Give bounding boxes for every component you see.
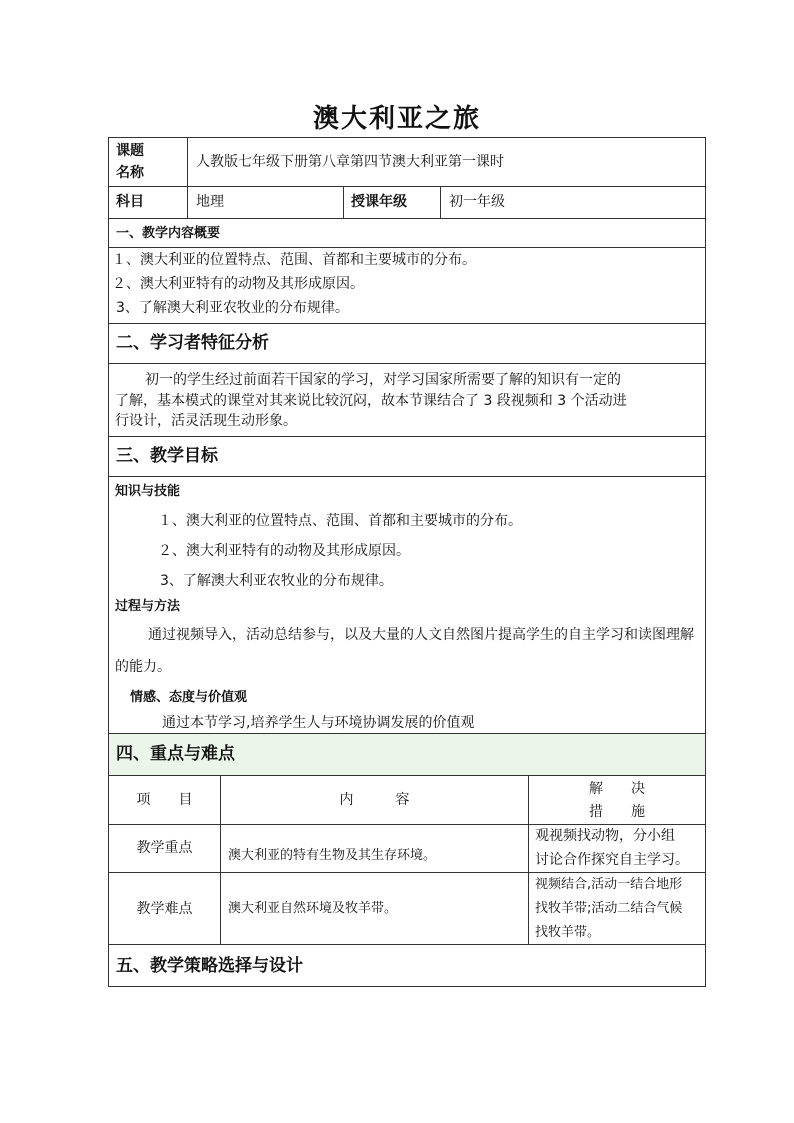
document-title: 澳大利亚之旅 (312, 104, 481, 134)
section2-line-2: 了解，基本模式的课堂对其来说比较沉闷，故本节课结合了 3 段视频和 3 个活动进 (115, 393, 627, 409)
row1-content: 澳大利亚的特有生物及其生存环境。 (228, 848, 437, 863)
knowledge-item-2: ２、澳大利亚特有的动物及其形成原因。 (158, 543, 410, 559)
section2-line-1: 初一的学生经过前面若干国家的学习，对学习国家所需要了解的知识有一定的 (145, 372, 621, 388)
section2-line-3: 行设计，活灵活现生动形象。 (115, 413, 297, 429)
table-header-item: 项 目 (136, 792, 193, 808)
section1-item-2: ２、澳大利亚特有的动物及其形成原因。 (112, 276, 364, 292)
knowledge-label: 知识与技能 (115, 484, 181, 499)
table-header-solution-line2: 措 施 (589, 804, 645, 820)
grade-label: 授课年级 (351, 194, 407, 210)
row2-item: 教学难点 (136, 901, 193, 917)
attitude-label: 情感、态度与价值观 (130, 690, 248, 705)
section4-heading: 四、重点与难点 (116, 744, 235, 764)
process-line-2: 的能力。 (115, 659, 171, 675)
process-line-1: 通过视频导入，活动总结参与，以及大量的人文自然图片提高学生的自主学习和读图理解 (148, 627, 694, 643)
subject-value: 地理 (196, 194, 224, 210)
row1-item: 教学重点 (136, 840, 193, 856)
knowledge-item-1: １、澳大利亚的位置特点、范围、首都和主要城市的分布。 (158, 513, 522, 529)
table-header-content: 内 容 (339, 792, 410, 808)
section5-heading: 五、教学策略选择与设计 (116, 956, 303, 976)
topic-label-line2: 名称 (116, 165, 144, 181)
topic-value: 人教版七年级下册第八章第四节澳大利亚第一课时 (196, 154, 504, 170)
row2-solution-line1: 视频结合,活动一结合地形 (535, 877, 683, 892)
row2-solution-line2: 找牧羊带;活动二结合气候 (535, 901, 683, 916)
row2-solution-line3: 找牧羊带。 (535, 925, 601, 940)
section2-heading: 二、学习者特征分析 (116, 333, 269, 353)
grade-value: 初一年级 (449, 194, 505, 210)
row2-content: 澳大利亚自然环境及牧羊带。 (228, 901, 398, 916)
section1-item-1: １、澳大利亚的位置特点、范围、首都和主要城市的分布。 (112, 252, 476, 268)
subject-label: 科目 (116, 194, 144, 210)
attitude-text: 通过本节学习,培养学生人与环境协调发展的价值观 (162, 715, 475, 731)
row1-solution-line2: 讨论合作探究自主学习。 (535, 852, 689, 868)
section3-heading: 三、教学目标 (116, 446, 218, 466)
process-label: 过程与方法 (115, 599, 181, 614)
section1-item-3: 3、了解澳大利亚农牧业的分布规律。 (116, 300, 349, 316)
row1-solution-line1: 观视频找动物，分小组 (535, 828, 675, 844)
knowledge-item-3: 3、了解澳大利亚农牧业的分布规律。 (160, 573, 393, 589)
section1-heading: 一、教学内容概要 (116, 226, 221, 241)
topic-label-line1: 课题 (116, 143, 144, 159)
table-header-solution-line1: 解 决 (589, 781, 645, 797)
